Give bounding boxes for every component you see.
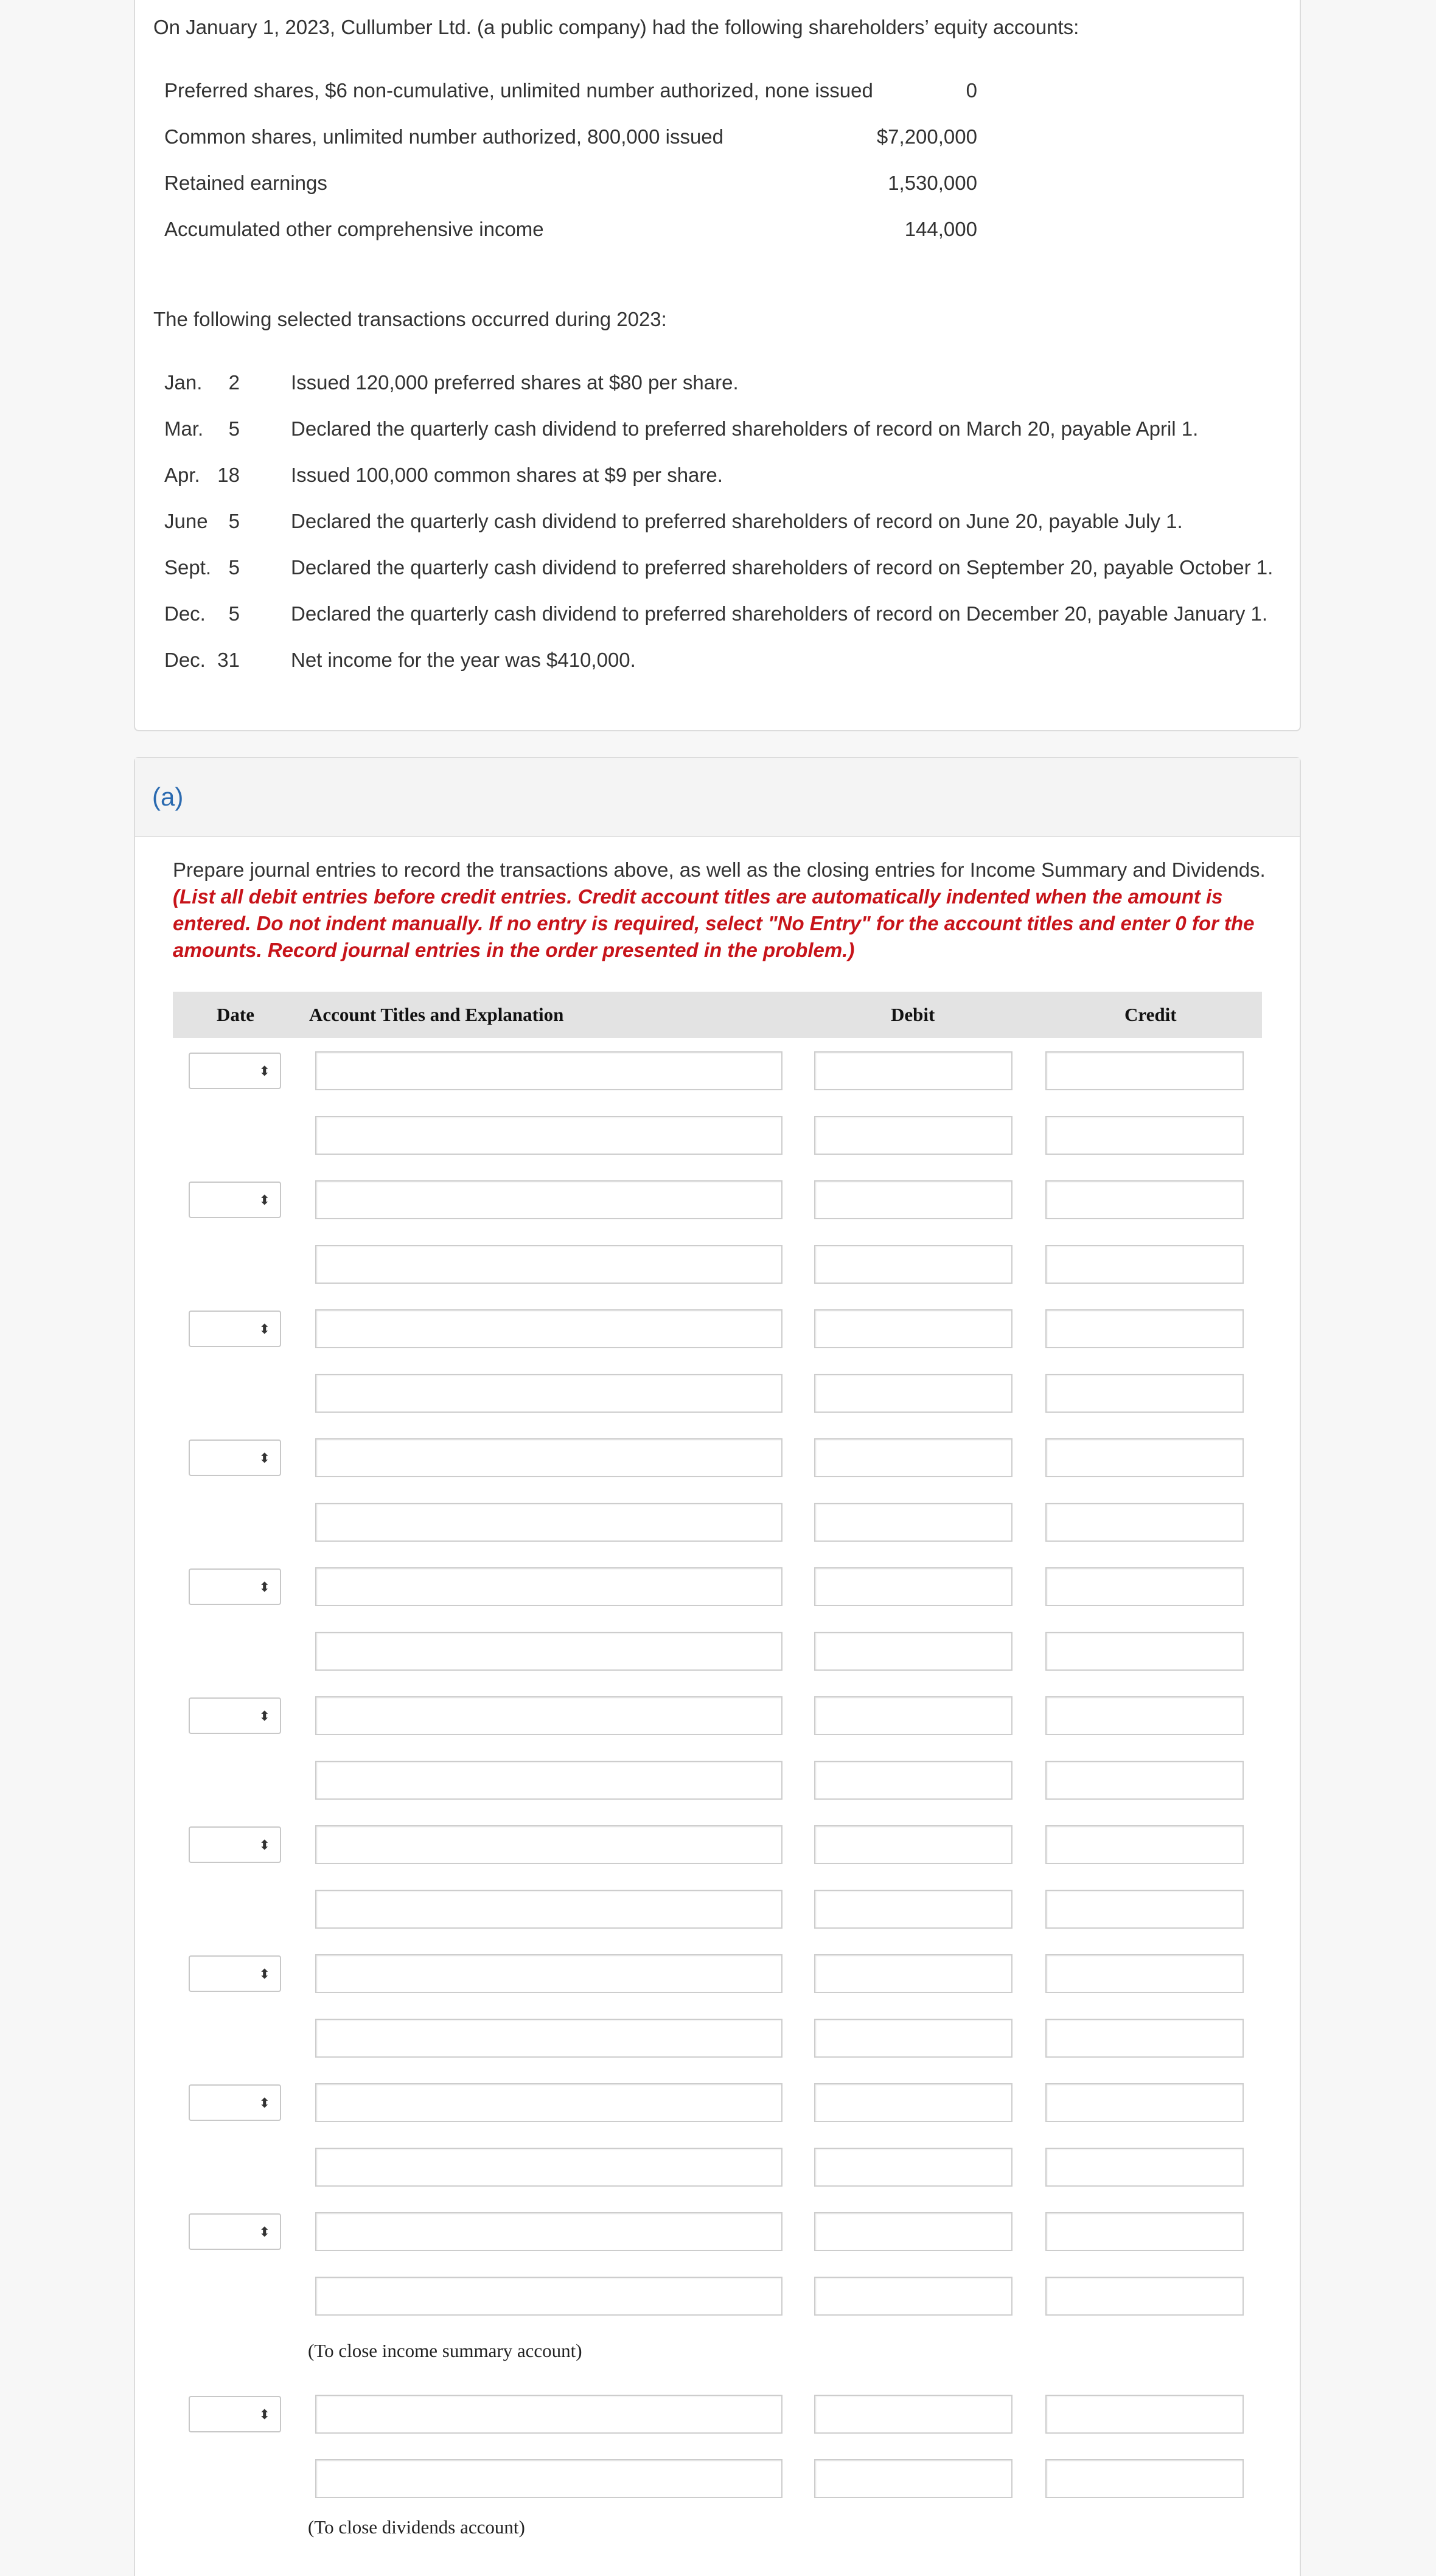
transaction-text: Issued 100,000 common shares at $9 per share.: [291, 464, 723, 486]
debit-input[interactable]: [814, 1954, 1013, 1993]
transaction-text: Declared the quarterly cash dividend to preferred shareholders of record on December 20, payable January 1.: [291, 602, 1268, 625]
credit-column-header: Credit: [1124, 1004, 1177, 1025]
income-summary-closing-note: (To close income summary account): [308, 2340, 582, 2361]
instructions-warning: (List all debit entries before credit entries. Credit account titles are automatically indented when the amount is entered. Do not indent manually. If no entry is required, select "No Entry" for the account titles and enter 0 for the amounts. Record journal entries in the order presented in the problem.): [173, 885, 1255, 961]
account-title-input[interactable]: [315, 1180, 782, 1219]
debit-input[interactable]: [814, 2083, 1013, 2122]
updown-chevron-icon: ⬍: [259, 2224, 270, 2240]
account-title-input[interactable]: [315, 2212, 782, 2251]
transaction-text: Issued 120,000 preferred shares at $80 per share.: [291, 371, 739, 394]
instructions: [173, 857, 1268, 964]
transaction-month: Sept.: [164, 556, 212, 579]
debit-input[interactable]: [814, 2395, 1013, 2434]
credit-input[interactable]: [1045, 1116, 1244, 1155]
date-select[interactable]: [189, 2084, 281, 2121]
account-title-input[interactable]: [315, 2148, 782, 2187]
credit-input[interactable]: [1045, 1890, 1244, 1929]
transaction-day: 5: [228, 510, 240, 532]
transaction-month: Dec.: [164, 602, 206, 625]
debit-input[interactable]: [814, 1051, 1013, 1090]
debit-input[interactable]: [814, 1245, 1013, 1284]
credit-input[interactable]: [1045, 2459, 1244, 2498]
debit-input[interactable]: [814, 1116, 1013, 1155]
credit-input[interactable]: [1045, 1761, 1244, 1800]
credit-input[interactable]: [1045, 1696, 1244, 1735]
account-name: Preferred shares, $6 non-cumulative, unlimited number authorized, none issued: [164, 79, 873, 102]
updown-chevron-icon: ⬍: [259, 1708, 270, 1724]
debit-input[interactable]: [814, 1503, 1013, 1542]
updown-chevron-icon: ⬍: [259, 1450, 270, 1466]
problem-statement-card: [134, 0, 1301, 731]
date-select[interactable]: [189, 1311, 281, 1347]
credit-input[interactable]: [1045, 1245, 1244, 1284]
part-a-card: [134, 757, 1301, 2576]
credit-input[interactable]: [1045, 2212, 1244, 2251]
account-title-input[interactable]: [315, 1890, 782, 1929]
debit-input[interactable]: [814, 2277, 1013, 2316]
updown-chevron-icon: ⬍: [259, 1321, 270, 1337]
account-title-input[interactable]: [315, 1438, 782, 1477]
account-title-input[interactable]: [315, 2459, 782, 2498]
debit-input[interactable]: [814, 2148, 1013, 2187]
account-title-input[interactable]: [315, 1696, 782, 1735]
debit-input[interactable]: [814, 2212, 1013, 2251]
transaction-month: June: [164, 510, 208, 532]
credit-input[interactable]: [1045, 1051, 1244, 1090]
debit-input[interactable]: [814, 2019, 1013, 2058]
date-select[interactable]: [189, 1439, 281, 1476]
date-select[interactable]: [189, 1697, 281, 1734]
updown-chevron-icon: ⬍: [259, 1579, 270, 1595]
instructions-text: Prepare journal entries to record the transactions above, as well as the closing entries for Income Summary and Dividends.: [173, 858, 1266, 881]
account-title-input[interactable]: [315, 1761, 782, 1800]
date-select[interactable]: [189, 1568, 281, 1605]
debit-input[interactable]: [814, 1632, 1013, 1671]
transaction-day: 2: [228, 371, 240, 394]
transaction-text: Net income for the year was $410,000.: [291, 649, 636, 671]
account-title-input[interactable]: [315, 1632, 782, 1671]
debit-input[interactable]: [814, 1567, 1013, 1606]
account-amount: 144,000: [904, 218, 977, 240]
credit-input[interactable]: [1045, 1180, 1244, 1219]
credit-input[interactable]: [1045, 1825, 1244, 1864]
dividends-closing-note: (To close dividends account): [308, 2516, 525, 2538]
credit-input[interactable]: [1045, 1567, 1244, 1606]
date-select[interactable]: [189, 1826, 281, 1863]
debit-input[interactable]: [814, 1890, 1013, 1929]
account-column-header: Account Titles and Explanation: [309, 1004, 564, 1025]
credit-input[interactable]: [1045, 1954, 1244, 1993]
debit-input[interactable]: [814, 1696, 1013, 1735]
updown-chevron-icon: ⬍: [259, 1837, 270, 1853]
account-title-input[interactable]: [315, 1954, 782, 1993]
credit-input[interactable]: [1045, 2277, 1244, 2316]
account-title-input[interactable]: [315, 1503, 782, 1542]
account-name: Retained earnings: [164, 172, 327, 194]
transaction-month: Apr.: [164, 464, 200, 486]
debit-input[interactable]: [814, 1180, 1013, 1219]
transaction-text: Declared the quarterly cash dividend to preferred shareholders of record on September 20, payable October 1.: [291, 556, 1274, 579]
transaction-day: 5: [228, 602, 240, 625]
credit-input[interactable]: [1045, 1632, 1244, 1671]
debit-input[interactable]: [814, 1309, 1013, 1348]
account-title-input[interactable]: [315, 1567, 782, 1606]
account-title-input[interactable]: [315, 1825, 782, 1864]
account-amount: $7,200,000: [876, 125, 977, 148]
updown-chevron-icon: ⬍: [259, 1192, 270, 1208]
date-select[interactable]: [189, 2213, 281, 2250]
transaction-month: Dec.: [164, 649, 206, 671]
transaction-day: 31: [217, 649, 240, 671]
account-amount: 0: [966, 79, 977, 102]
transaction-day: 5: [228, 556, 240, 579]
date-select[interactable]: [189, 1053, 281, 1089]
updown-chevron-icon: ⬍: [259, 2095, 270, 2111]
transaction-text: Declared the quarterly cash dividend to preferred shareholders of record on March 20, payable April 1.: [291, 417, 1199, 440]
account-title-input[interactable]: [315, 1309, 782, 1348]
debit-input[interactable]: [814, 1438, 1013, 1477]
updown-chevron-icon: ⬍: [259, 2407, 270, 2422]
debit-input[interactable]: [814, 2459, 1013, 2498]
transaction-text: Declared the quarterly cash dividend to preferred shareholders of record on June 20, payable July 1.: [291, 510, 1183, 532]
credit-input[interactable]: [1045, 2083, 1244, 2122]
part-label: (a): [152, 782, 184, 811]
date-select[interactable]: [189, 2396, 281, 2432]
account-name: Common shares, unlimited number authorized, 800,000 issued: [164, 125, 724, 148]
credit-input[interactable]: [1045, 2148, 1244, 2187]
date-select[interactable]: [189, 1182, 281, 1218]
account-title-input[interactable]: [315, 1051, 782, 1090]
debit-input[interactable]: [814, 1761, 1013, 1800]
transactions-intro: The following selected transactions occurred during 2023:: [153, 308, 667, 330]
credit-input[interactable]: [1045, 1438, 1244, 1477]
account-title-input[interactable]: [315, 2083, 782, 2122]
journal-table-header: [173, 992, 1262, 1038]
account-name: Accumulated other comprehensive income: [164, 218, 544, 240]
account-title-input[interactable]: [315, 1116, 782, 1155]
transaction-day: 18: [217, 464, 240, 486]
updown-chevron-icon: ⬍: [259, 1966, 270, 1982]
date-select[interactable]: [189, 1955, 281, 1992]
transaction-month: Mar.: [164, 417, 204, 440]
account-title-input[interactable]: [315, 1374, 782, 1413]
credit-input[interactable]: [1045, 2395, 1244, 2434]
part-a-header: [135, 758, 1300, 837]
account-amount: 1,530,000: [888, 172, 977, 194]
credit-input[interactable]: [1045, 1503, 1244, 1542]
debit-input[interactable]: [814, 1374, 1013, 1413]
credit-input[interactable]: [1045, 1309, 1244, 1348]
credit-input[interactable]: [1045, 1374, 1244, 1413]
credit-input[interactable]: [1045, 2019, 1244, 2058]
account-title-input[interactable]: [315, 2277, 782, 2316]
updown-chevron-icon: ⬍: [259, 1063, 270, 1079]
debit-input[interactable]: [814, 1825, 1013, 1864]
account-title-input[interactable]: [315, 2019, 782, 2058]
date-column-header: Date: [217, 1004, 254, 1025]
debit-column-header: Debit: [891, 1004, 935, 1025]
account-title-input[interactable]: [315, 2395, 782, 2434]
account-title-input[interactable]: [315, 1245, 782, 1284]
transaction-day: 5: [228, 417, 240, 440]
intro-text: On January 1, 2023, Cullumber Ltd. (a public company) had the following shareholders’ equity accounts:: [153, 16, 1079, 38]
transaction-month: Jan.: [164, 371, 203, 394]
